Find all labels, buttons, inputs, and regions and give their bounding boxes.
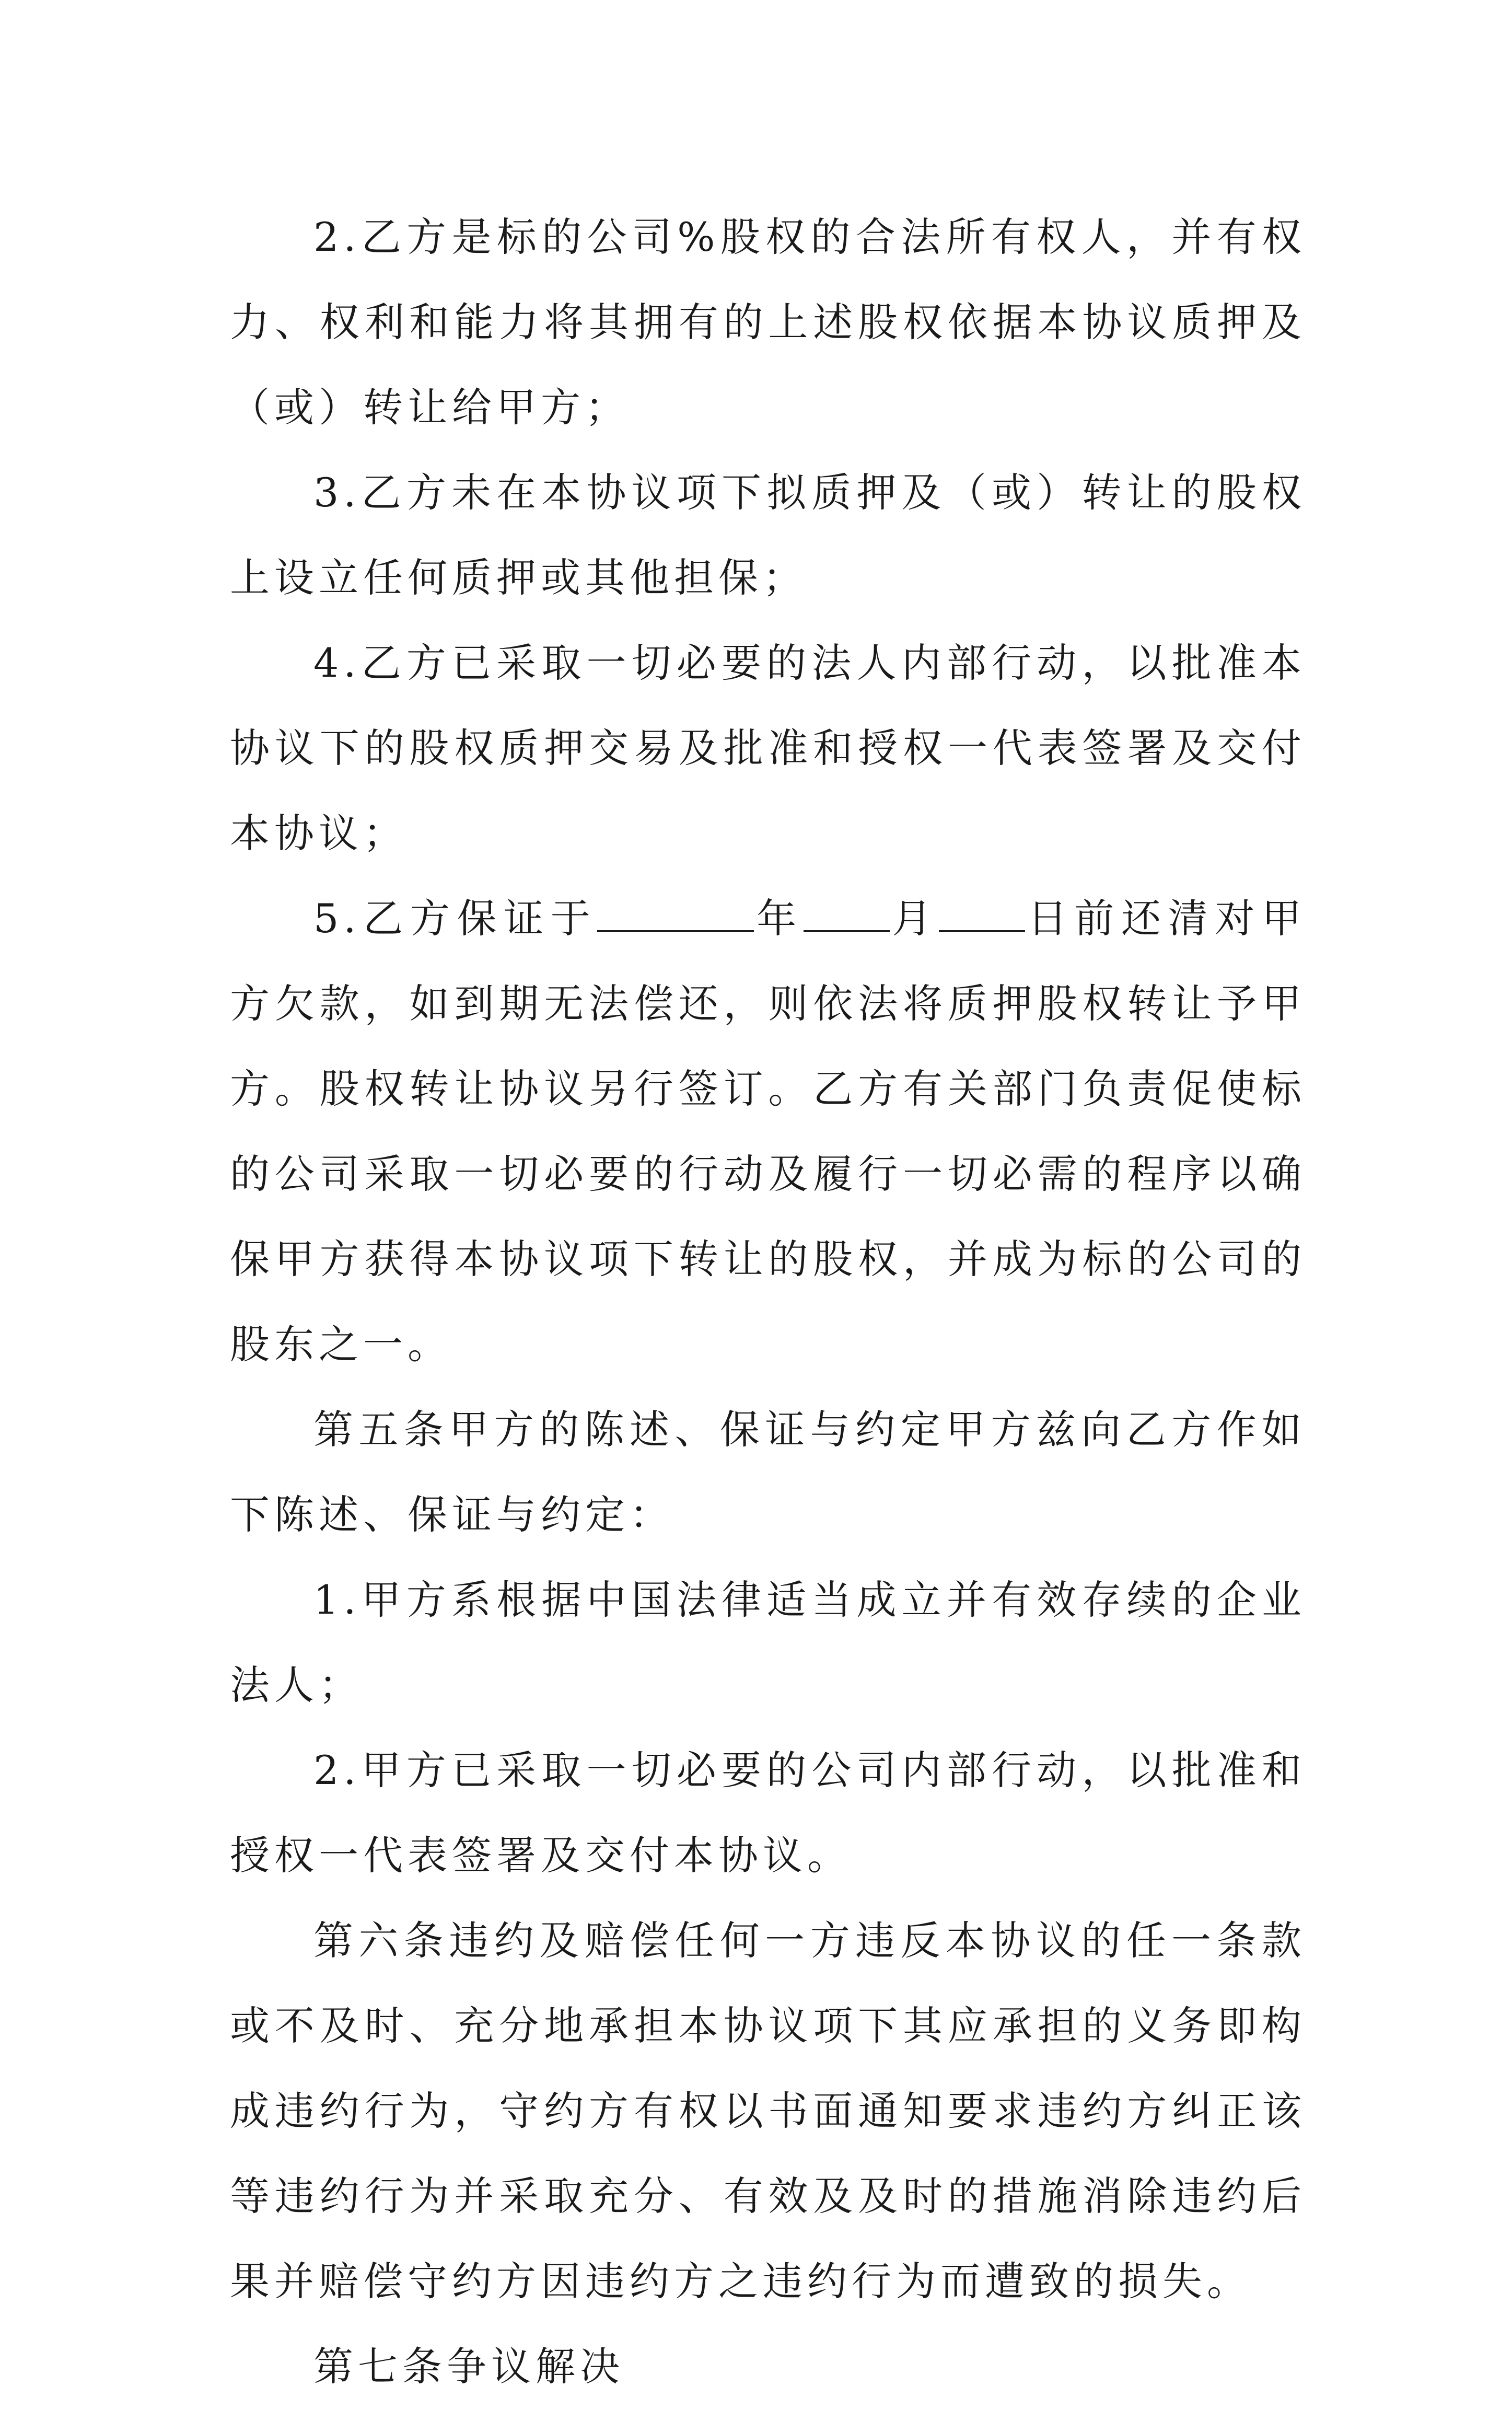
paragraph-internal-approval: 4.乙方已采取一切必要的法人内部行动，以批准本协议下的股权质押交易及批准和授权一代表签署及交付本协议；	[230, 640, 1306, 856]
paragraph-party-a-established: 1.甲方系根据中国法律适当成立并有效存续的企业法人；	[230, 1577, 1306, 1708]
year-label: 年	[754, 895, 804, 942]
document-body	[230, 194, 1306, 2409]
paragraph-equity-ownership: 2.乙方是标的公司%股权的合法所有权人，并有权力、权利和能力将其拥有的上述股权依据本协议质押及（或）转让给甲方；	[230, 214, 1306, 431]
day-blank	[939, 899, 1025, 932]
paragraph-repayment-guarantee	[230, 876, 1306, 1387]
month-blank	[804, 899, 890, 932]
repayment-prefix: 5.乙方保证于	[313, 895, 598, 942]
article-six-breach: 第六条违约及赔偿任何一方违反本协议的任一条款或不及时、充分地承担本协议项下其应承担的义务即构成违约行为，守约方有权以书面通知要求违约方纠正该等违约行为并采取充分、有效及及时的措施消除违约后果并赔偿守约方因违约方之违约行为而遭致的损失。	[230, 1917, 1306, 2304]
article-five-heading: 第五条甲方的陈述、保证与约定甲方兹向乙方作如下陈述、保证与约定：	[230, 1406, 1306, 1538]
paragraph-no-other-pledge: 3.乙方未在本协议项下拟质押及（或）转让的股权上设立任何质押或其他担保；	[230, 469, 1306, 601]
article-seven-heading: 第七条争议解决	[313, 2343, 624, 2390]
month-label: 月	[889, 895, 939, 942]
repayment-text: 日前还清对甲方欠款，如到期无法偿还，则依法将质押股权转让予甲方。股权转让协议另行签订。乙方有关部门负责促使标的公司采取一切必要的行动及履行一切必需的程序以确保甲方获得本协议项下转让的股权，并成为标的公司的股东之一。	[230, 895, 1307, 1368]
paragraph-party-a-approval: 2.甲方已采取一切必要的公司内部行动，以批准和授权一代表签署及交付本协议。	[230, 1747, 1306, 1879]
year-blank	[597, 899, 754, 932]
